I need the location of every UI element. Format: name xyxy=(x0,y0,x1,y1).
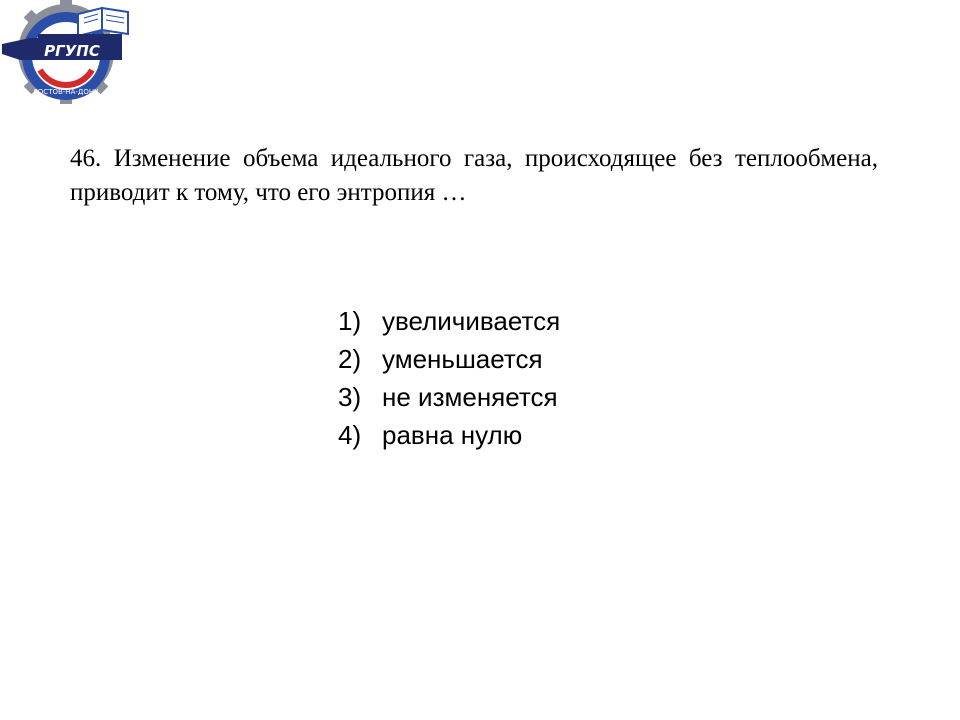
question-text: 46. Изменение объема идеального газа, происходящее без теплообмена, приводит к тому, что его энтропия … xyxy=(70,145,878,206)
answer-text: равна нулю xyxy=(382,420,523,450)
answer-list xyxy=(338,302,738,454)
answer-option-1 xyxy=(338,302,738,340)
answer-option-2 xyxy=(338,340,738,378)
logo-emblem-icon xyxy=(0,0,140,110)
university-logo xyxy=(0,0,140,110)
answer-option-3 xyxy=(338,378,738,416)
answer-number: 4) xyxy=(338,420,362,450)
logo-text: РГУПС xyxy=(44,42,100,60)
answer-number: 2) xyxy=(338,344,362,374)
answer-text: не изменяется xyxy=(382,382,558,412)
answer-number: 1) xyxy=(338,306,362,336)
answer-option-4 xyxy=(338,416,738,454)
answer-text: уменьшается xyxy=(382,344,543,374)
logo-ring-text: РОСТОВ-НА-ДОНУ xyxy=(33,88,99,96)
answer-number: 3) xyxy=(338,382,362,412)
answer-text: увеличивается xyxy=(382,306,561,336)
